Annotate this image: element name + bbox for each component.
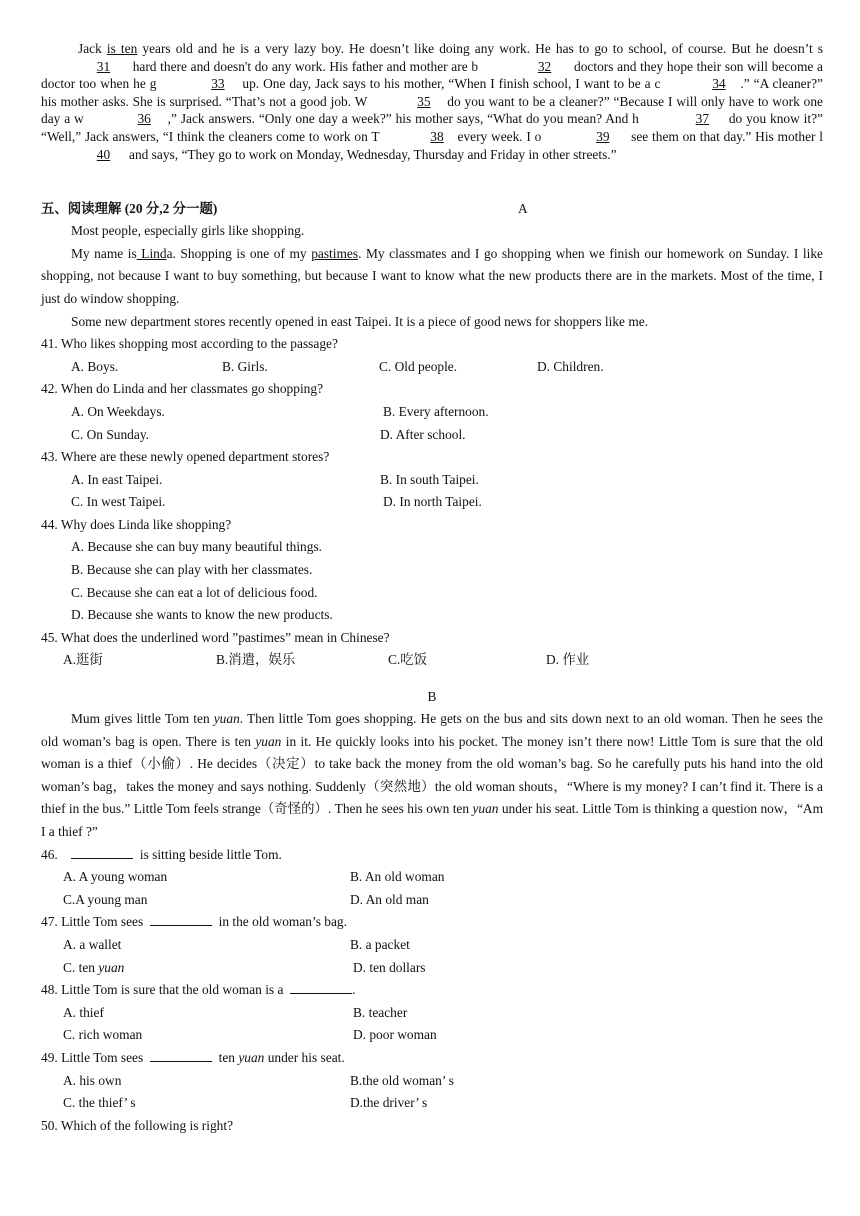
cloze-passage: [41, 40, 823, 163]
cloze-text: do you know it?” “Well,” Jack answers, “I think the cleaners come to work on T: [41, 111, 823, 144]
passage-text: a. Shopping is one of my: [166, 245, 312, 261]
passage-text: yuan: [213, 711, 240, 727]
section-heading: [41, 198, 823, 220]
passage-letter-b: B: [427, 689, 437, 705]
option: C.吃饭: [388, 652, 428, 668]
option: B. An old woman: [350, 869, 445, 885]
option: C. rich woman: [63, 1027, 143, 1043]
option: D. Children.: [537, 358, 604, 374]
option: A. thief: [63, 1004, 104, 1020]
question-50: 50. Which of the following is right?: [41, 1117, 234, 1133]
question-41: 41. Who likes shopping most according to the passage?: [41, 336, 338, 352]
option: B. a packet: [350, 936, 410, 952]
cloze-blank-36: 36: [137, 111, 151, 127]
options-43b: [41, 491, 823, 514]
option: B.the old woman’ s: [350, 1072, 454, 1088]
passage-text: My name is: [71, 245, 137, 261]
option: D. After school.: [380, 426, 466, 442]
cloze-blank-35: 35: [417, 93, 431, 109]
cloze-text: is ten: [106, 41, 138, 56]
option: D. Because she wants to know the new products.: [71, 607, 333, 623]
option: B. Girls.: [222, 358, 268, 374]
passage-a-p1: Most people, especially girls like shopping.: [71, 223, 305, 239]
exam-page: [41, 40, 823, 1137]
section-title: 五、阅读理解 (20 分,2 分一题): [41, 201, 218, 217]
cloze-blank-33: 33: [211, 76, 225, 92]
options-48b: [41, 1024, 823, 1047]
answer-line: [150, 1049, 212, 1062]
question-text: 49. Little Tom sees: [41, 1049, 144, 1065]
answer-line: [290, 981, 352, 994]
question-46: [41, 844, 823, 867]
cloze-blank-34: 34: [712, 76, 726, 92]
options-42a: [41, 401, 823, 424]
question-44: 44. Why does Linda like shopping?: [41, 516, 232, 532]
cloze-text: hard there and doesn't do any work. His father and mother are b: [129, 58, 479, 74]
cloze-text: Jack: [78, 41, 107, 56]
passage-text: . My classmates and I go shopping when we finish our homework on Sunday. I like shopping, not because I want to buy something, but because I want to know what the new products there are in the markets. Most of the time, I just do window shopping.: [41, 245, 824, 306]
option: B. Every afternoon.: [383, 403, 489, 419]
options-49b: [41, 1092, 823, 1115]
cloze-blank-39: 39: [596, 128, 610, 144]
question-text: .: [352, 982, 356, 998]
cloze-blank-32: 32: [537, 58, 552, 74]
options-46a: [41, 866, 823, 889]
passage-text: in it. He quickly looks into his pocket. The money isn’t there now! Little Tom is sure that the old woman is a thief（小偷）. He decides（决定）to take back the money from the old woman’s bag. So he carefully puts his hand into the old woman’s bag，takes the money and says nothing. Suddenly（突然地）the old woman shouts，“Where is my money? I can’t find it. There is a thief in the bus.” Little Tom feels strange（奇怪的）. Then he sees his own ten: [41, 733, 823, 817]
option: A. Boys.: [71, 358, 119, 374]
option: C. the thief’ s: [63, 1095, 136, 1111]
cloze-text: years old and he is a very lazy boy. He doesn’t like doing any work. He has to go to school, of course. But he doesn’t s: [137, 41, 823, 56]
question-49: [41, 1047, 823, 1070]
underlined-name: Lind: [136, 245, 167, 261]
cloze-text: do you want to be a cleaner?” “Because I will only have to work one day a w: [41, 93, 823, 127]
cloze-text: up. One day, Jack says to his mother, “When I finish school, I want to be a c: [242, 76, 661, 92]
answer-line: [71, 846, 133, 859]
cloze-blank-38: 38: [430, 128, 444, 144]
option: B. Because she can play with her classmates.: [71, 562, 313, 578]
cloze-text: every week. I o: [457, 128, 542, 144]
option: D. ten dollars: [353, 959, 426, 975]
option: B.消遣，娱乐: [216, 652, 296, 668]
options-48a: [41, 1002, 823, 1025]
option: D.the driver’ s: [350, 1095, 428, 1111]
options-47b: [41, 957, 823, 980]
passage-text: yuan: [472, 801, 499, 817]
option: B. In south Taipei.: [380, 471, 479, 487]
question-48: [41, 979, 823, 1002]
option: D. In north Taipei.: [383, 494, 482, 510]
options-47a: [41, 934, 823, 957]
options-49a: [41, 1070, 823, 1093]
options-41: [41, 356, 823, 379]
cloze-text: see them on that day.” His mother l: [627, 128, 823, 144]
option: C.A young man: [63, 891, 148, 907]
option: A.逛街: [63, 652, 103, 668]
cloze-text: .” “A cleaner?” his mother asks. She is surprised. “That’s not a good job. W: [41, 76, 823, 109]
question-42: 42. When do Linda and her classmates go shopping?: [41, 381, 324, 397]
options-43a: [41, 469, 823, 492]
option: A. On Weekdays.: [71, 403, 165, 419]
cloze-blank-40: 40: [96, 146, 111, 162]
question-text: in the old woman’s bag.: [218, 914, 347, 930]
passage-text: . Then little Tom goes shopping. He gets on the bus and sits down next to an old woman. Then he sees the old woman’s bag is open. There is ten: [41, 711, 823, 749]
option: C. Old people.: [379, 358, 458, 374]
passage-a-p2: [41, 243, 823, 311]
option: D. poor woman: [353, 1027, 437, 1043]
question-text: ten yuan under his seat.: [218, 1049, 345, 1065]
passage-text: Mum gives little Tom ten: [71, 711, 214, 727]
question-45: 45. What does the underlined word ”pastimes” mean in Chinese?: [41, 629, 390, 645]
passage-a-p3: Some new department stores recently opened in east Taipei. It is a piece of good news for shoppers like me.: [71, 313, 649, 329]
cloze-blank-31: 31: [96, 58, 111, 74]
cloze-text: and says, “They go to work on Monday, Wednesday, Thursday and Friday in other streets.”: [129, 146, 617, 162]
question-43: 43. Where are these newly opened department stores?: [41, 449, 330, 465]
options-42b: [41, 424, 823, 447]
option: A. In east Taipei.: [71, 471, 163, 487]
option: C. On Sunday.: [71, 426, 149, 442]
cloze-text: doctors and they hope their son will become a doctor too when he g: [41, 58, 823, 92]
option: D. An old man: [350, 891, 429, 907]
question-text: 48. Little Tom is sure that the old woman is a: [41, 982, 284, 998]
question-text: is sitting beside little Tom.: [139, 846, 282, 862]
question-47: [41, 911, 823, 934]
underlined-word: pastimes: [311, 245, 359, 261]
option: C. In west Taipei.: [71, 494, 166, 510]
option: A. A young woman: [63, 869, 168, 885]
option: C. ten yuan: [63, 959, 125, 975]
option: A. Because she can buy many beautiful things.: [71, 539, 323, 555]
passage-letter-a: A: [518, 201, 528, 217]
option: A. a wallet: [63, 936, 122, 952]
cloze-blank-37: 37: [695, 111, 710, 127]
answer-line: [150, 913, 212, 926]
passage-b: [41, 708, 823, 844]
option: A. his own: [63, 1072, 122, 1088]
options-46b: [41, 889, 823, 912]
passage-text: yuan: [255, 733, 282, 749]
option: D. 作业: [546, 652, 590, 668]
cloze-text: ,” Jack answers. “Only one day a week?” his mother says, “What do you mean? And h: [167, 111, 639, 127]
passage-text: under his seat. Little Tom is thinking a question now，“Am I a thief ?”: [41, 801, 824, 839]
question-text: 46.: [41, 846, 58, 862]
options-45: [41, 649, 823, 672]
option: B. teacher: [353, 1004, 408, 1020]
question-text: 47. Little Tom sees: [41, 914, 144, 930]
option: C. Because she can eat a lot of delicious food.: [71, 584, 318, 600]
